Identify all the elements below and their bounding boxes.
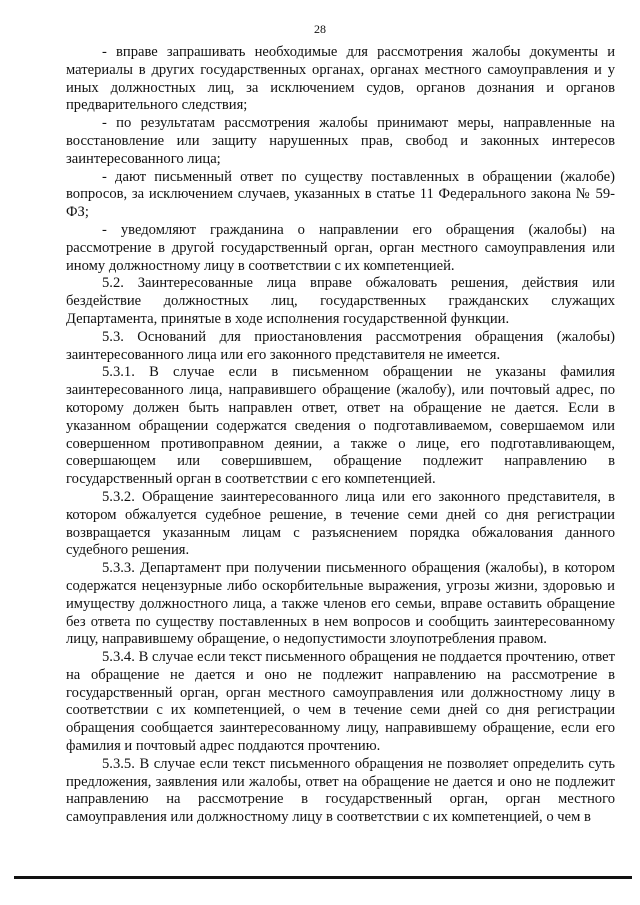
document-text — [66, 44, 615, 827]
paragraph-written-answer: - дают письменный ответ по существу поставленных в обращении (жалобе) вопросов, за исключением случаев, указанных в статье 11 Федерального закона № 59-ФЗ; — [66, 168, 615, 221]
paragraph-5-3: 5.3. Оснований для приостановления рассмотрения обращения (жалобы) заинтересованного лица или его законного представителя не имеется. — [66, 328, 615, 363]
paragraph-5-2: 5.2. Заинтересованные лица вправе обжаловать решения, действия или бездействие должностных лиц, государственных гражданских служащих Департамента, принятые в ходе исполнения государственной функции. — [66, 275, 615, 327]
paragraph-5-3-2: 5.3.2. Обращение заинтересованного лица или его законного представителя, в котором обжалуется судебное решение, в течение семи дней со дня регистрации возвращается указанным лицам с разъяснением порядка обжалования данного судебного решения. — [66, 488, 615, 559]
paragraph-take-measures: - по результатам рассмотрения жалобы принимают меры, направленные на восстановление или защиту нарушенных прав, свобод и законных интересов заинтересованного лица; — [66, 115, 615, 167]
bottom-rule — [14, 876, 632, 879]
page-number: 28 — [314, 22, 326, 36]
paragraph-request-documents: - вправе запрашивать необходимые для рассмотрения жалобы документы и материалы в других государственных органах, органах местного самоуправления и у иных должностных лиц, за исключением судов, органов дознания и органов предварительного следствия; — [66, 44, 615, 114]
paragraph-notify-citizen: - уведомляют гражданина о направлении его обращения (жалобы) на рассмотрение в другой государственный орган, орган местного самоуправления или иному должностному лицу в соответствии с их компетенцией. — [66, 221, 615, 274]
paragraph-5-3-1: 5.3.1. В случае если в письменном обращении не указаны фамилия заинтересованного лица, направившего обращение (жалобу), или почтовый адрес, по которому должен быть направлен ответ, ответ на обращение не дается. Если в указанном обращении содержатся сведения о подготавливаемом, совершаемом или совершенном противоправном деянии, а также о лице, его подготавливающем, совершающем или совершившем, обращение подлежит направлению в государственный орган в соответствии с его компетенцией. — [66, 364, 615, 488]
paragraph-5-3-5: 5.3.5. В случае если текст письменного обращения не позволяет определить суть предложения, заявления или жалобы, ответ на обращение не дается и оно не подлежит направлению на рассмотрение в государственный орган, орган местного самоуправления или должностному лицу в соответствии с их компетенцией, о чем в — [66, 755, 615, 826]
paragraph-5-3-4: 5.3.4. В случае если текст письменного обращения не поддается прочтению, ответ на обращение не дается и оно не подлежит направлению на рассмотрение в государственный орган, орган местного самоуправления или должностному лицу в соответствии с их компетенцией, о чем в течение семи дней со дня регистрации обращения сообщается заинтересованному лицу, направившему обращение, если его фамилия и почтовый адрес поддаются прочтению. — [66, 649, 615, 755]
paragraph-5-3-3: 5.3.3. Департамент при получении письменного обращения (жалобы), в котором содержатся нецензурные либо оскорбительные выражения, угрозы жизни, здоровью и имуществу должностного лица, а также членов его семьи, вправе оставить обращение без ответа по существу поставленных в нем вопросов и сообщить заинтересованному лицу, направившему обращение, о недопустимости злоупотребления правом. — [66, 560, 615, 648]
